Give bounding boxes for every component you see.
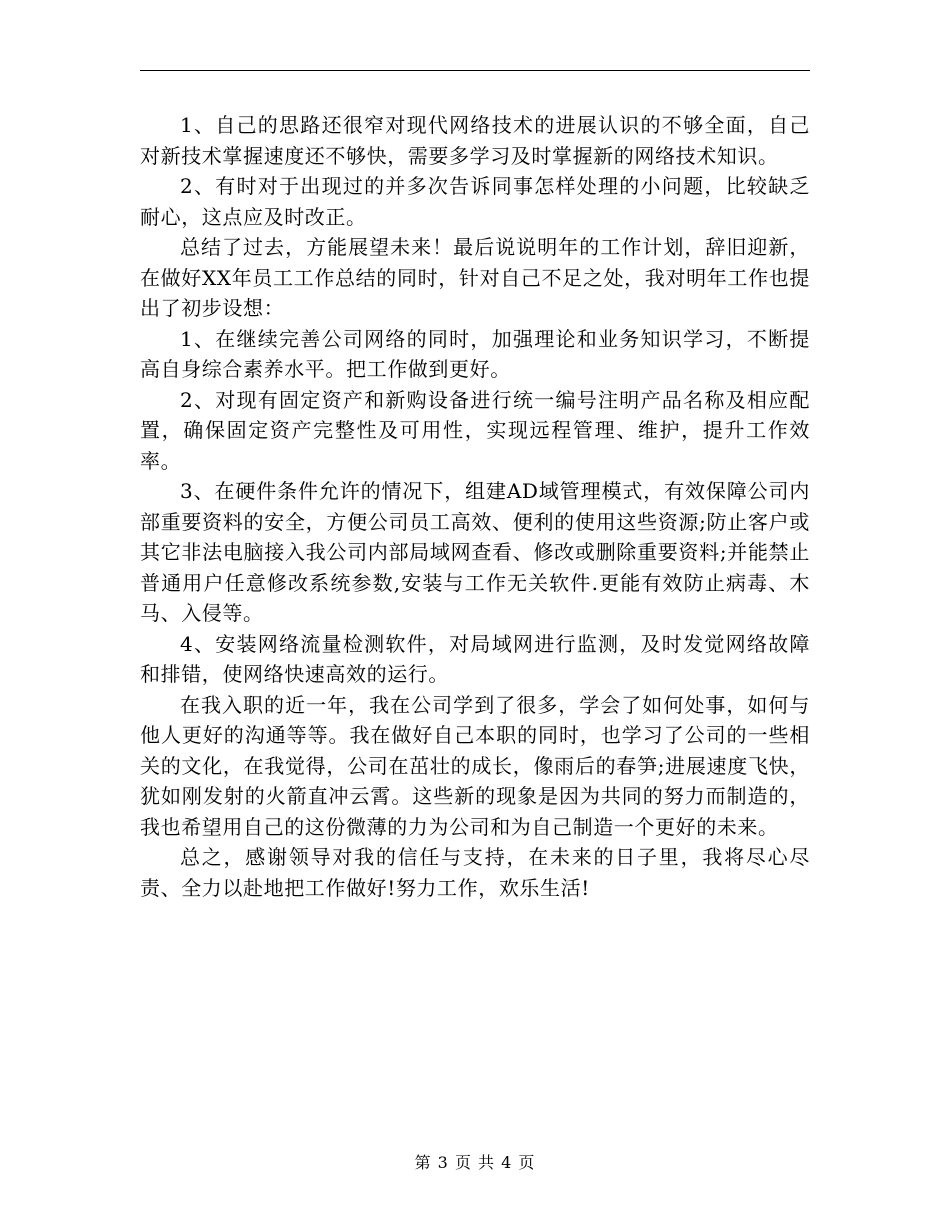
document-body [140,110,810,903]
page-number-footer: 第 3 页 共 4 页 [414,1153,536,1172]
paragraph-weakness-1: 1、自己的思路还很窄对现代网络技术的进展认识的不够全面，自己对新技术掌握速度还不够快，需要多学习及时掌握新的网络技术知识。 [140,113,810,168]
paragraph-plan-4: 4、安装网络流量检测软件，对局域网进行监测，及时发觉网络故障和排错，使网络快速高效的运行。 [140,631,810,686]
paragraph-closing: 总之，感谢领导对我的信任与支持，在未来的日子里，我将尽心尽责、全力以赴地把工作做好!努力工作，欢乐生活! [140,845,810,900]
paragraph-plan-2: 2、对现有固定资产和新购设备进行统一编号注明产品名称及相应配置，确保固定资产完整性及可用性，实现远程管理、维护，提升工作效率。 [140,387,810,473]
paragraph-reflection: 在我入职的近一年，我在公司学到了很多，学会了如何处事，如何与他人更好的沟通等等。我在做好自己本职的同时，也学习了公司的一些相关的文化，在我觉得，公司在茁壮的成长，像雨后的春笋;进展速度飞快，犹如刚发射的火箭直冲云霄。这些新的现象是因为共同的努力而制造的，我也希望用自己的这份微薄的力为公司和为自己制造一个更好的未来。 [140,692,810,839]
paragraph-plan-3: 3、在硬件条件允许的情况下，组建AD域管理模式，有效保障公司内部重要资料的安全，方便公司员工高效、便利的使用这些资源;防止客户或其它非法电脑接入我公司内部局域网查看、修改或删除重要资料;并能禁止普通用户任意修改系统参数,安装与工作无关软件.更能有效防止病毒、木马、入侵等。 [140,479,810,625]
header-rule [140,70,810,71]
paragraph-weakness-2: 2、有时对于出现过的并多次告诉同事怎样处理的小问题，比较缺乏耐心，这点应及时改正。 [140,174,810,229]
paragraph-plan-1: 1、在继续完善公司网络的同时，加强理论和业务知识学习，不断提高自身综合素养水平。把工作做到更好。 [140,326,810,381]
paragraph-plan-intro: 总结了过去，方能展望未来！最后说说明年的工作计划，辞旧迎新，在做好XX年员工工作总结的同时，针对自己不足之处，我对明年工作也提出了初步设想： [140,235,810,320]
